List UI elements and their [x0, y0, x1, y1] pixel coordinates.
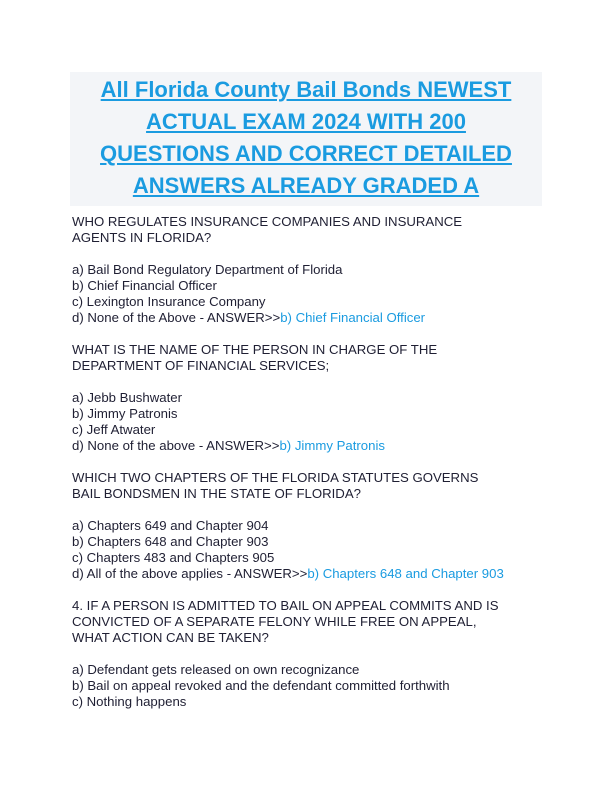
answer-text: b) Chapters 648 and Chapter 903	[307, 566, 504, 581]
option-with-answer	[72, 310, 542, 326]
option: c) Chapters 483 and Chapters 905	[72, 550, 275, 565]
option: b) Jimmy Patronis	[72, 406, 178, 421]
option: c) Lexington Insurance Company	[72, 294, 266, 309]
option-with-answer	[72, 438, 542, 454]
option: d) None of the Above - ANSWER>>	[72, 310, 281, 325]
question-text	[72, 214, 542, 246]
options-list	[72, 390, 542, 454]
option: b) Bail on appeal revoked and the defendant committed forthwith	[72, 678, 450, 693]
option: c) Jeff Atwater	[72, 422, 156, 437]
option: c) Nothing happens	[72, 694, 187, 709]
option: b) Chief Financial Officer	[72, 278, 217, 293]
title-line: ACTUAL EXAM 2024 WITH 200	[146, 109, 466, 134]
options-list	[72, 662, 542, 710]
question-line: AGENTS IN FLORIDA?	[72, 230, 212, 245]
answer-text: b) Chief Financial Officer	[280, 310, 426, 325]
question-line: WHAT ACTION CAN BE TAKEN?	[72, 630, 269, 645]
question-line: WHO REGULATES INSURANCE COMPANIES AND INSURANCE	[72, 214, 463, 229]
options-list	[72, 262, 542, 326]
question-line: DEPARTMENT OF FINANCIAL SERVICES;	[72, 358, 330, 373]
option: b) Chapters 648 and Chapter 903	[72, 534, 269, 549]
title-line: QUESTIONS AND CORRECT DETAILED	[100, 141, 512, 166]
questions-list	[72, 214, 542, 726]
option: a) Chapters 649 and Chapter 904	[72, 518, 269, 533]
option: a) Bail Bond Regulatory Department of Florida	[72, 262, 343, 277]
question-text	[72, 470, 542, 502]
option: a) Defendant gets released on own recognizance	[72, 662, 360, 677]
options-list	[72, 518, 542, 582]
title-line: ANSWERS ALREADY GRADED A	[132, 173, 480, 198]
question-line: WHICH TWO CHAPTERS OF THE FLORIDA STATUTES GOVERNS	[72, 470, 479, 485]
option: a) Jebb Bushwater	[72, 390, 182, 405]
answer-text: b) Jimmy Patronis	[279, 438, 385, 453]
question-text	[72, 598, 542, 646]
question-line: WHAT IS THE NAME OF THE PERSON IN CHARGE OF THE	[72, 342, 438, 357]
document-title	[70, 72, 542, 206]
option-with-answer	[72, 566, 542, 582]
question-line: 4. IF A PERSON IS ADMITTED TO BAIL ON APPEAL COMMITS AND IS	[72, 598, 499, 613]
option: d) All of the above applies - ANSWER>>	[72, 566, 308, 581]
title-line: All Florida County Bail Bonds NEWEST	[100, 77, 512, 102]
question-text	[72, 342, 542, 374]
option: d) None of the above - ANSWER>>	[72, 438, 280, 453]
question-line: CONVICTED OF A SEPARATE FELONY WHILE FREE ON APPEAL,	[72, 614, 477, 629]
question-line: BAIL BONDSMEN IN THE STATE OF FLORIDA?	[72, 486, 361, 501]
